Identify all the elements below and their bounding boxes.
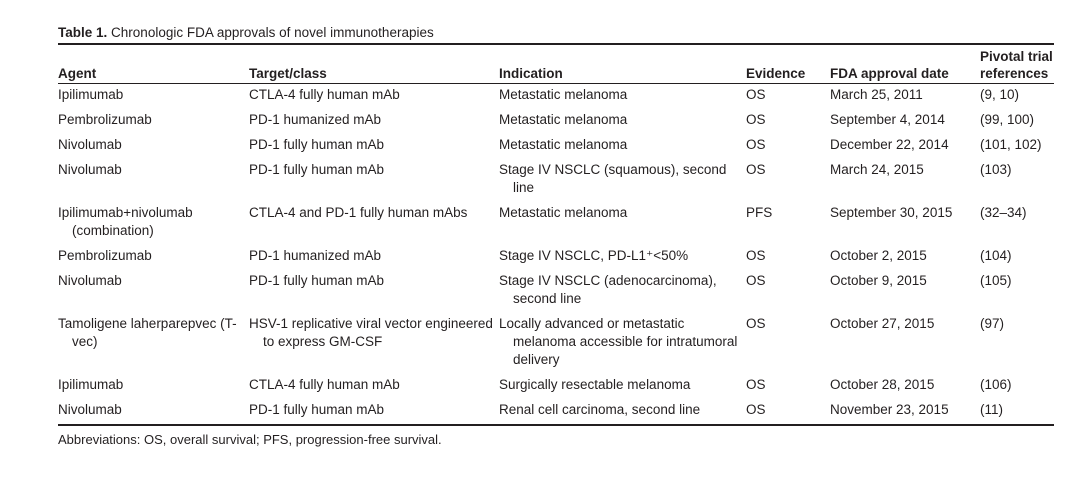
cell-fda-approval-date: [830, 202, 980, 245]
table-row: [58, 399, 1054, 424]
cell-evidence-text: OS: [746, 273, 766, 288]
cell-agent: [58, 270, 249, 313]
cell-indication-text: Stage IV NSCLC, PD-L1⁺<50%: [499, 248, 689, 263]
cell-references-text: (103): [980, 162, 1012, 177]
cell-fda-approval-date-text: September 30, 2015: [830, 205, 953, 220]
cell-indication-text: Locally advanced or metastatic melanoma accessible for intratumoral delivery: [499, 316, 738, 367]
cell-target-class-text: CTLA-4 fully human mAb: [249, 377, 400, 392]
cell-target-class: [249, 109, 499, 134]
cell-target-class-text: CTLA-4 fully human mAb: [249, 87, 400, 102]
cell-fda-approval-date-text: October 9, 2015: [830, 273, 927, 288]
cell-references: [980, 399, 1054, 424]
cell-agent-text: Nivolumab: [58, 273, 122, 288]
cell-fda-approval-date-text: October 27, 2015: [830, 316, 935, 331]
cell-agent: [58, 109, 249, 134]
cell-target-class: [249, 134, 499, 159]
table-row: [58, 159, 1054, 202]
cell-evidence: [746, 270, 830, 313]
cell-fda-approval-date: [830, 374, 980, 399]
cell-agent: [58, 374, 249, 399]
cell-agent-text: Pembrolizumab: [58, 112, 152, 127]
cell-target-class-text: PD-1 fully human mAb: [249, 162, 385, 177]
cell-indication-text: Metastatic melanoma: [499, 112, 628, 127]
cell-indication: [499, 270, 746, 313]
cell-agent-text: Nivolumab: [58, 162, 122, 177]
cell-target-class: [249, 270, 499, 313]
cell-target-class: [249, 159, 499, 202]
cell-evidence-text: OS: [746, 162, 766, 177]
cell-agent-text: Nivolumab: [58, 402, 122, 417]
cell-references-text: (32–34): [980, 205, 1027, 220]
cell-evidence-text: OS: [746, 248, 766, 263]
cell-evidence-text: OS: [746, 316, 766, 331]
approvals-table: [58, 45, 1054, 424]
header-row: [58, 45, 1054, 84]
cell-target-class: [249, 245, 499, 270]
cell-evidence-text: OS: [746, 112, 766, 127]
cell-target-class: [249, 84, 499, 110]
cell-agent: [58, 313, 249, 374]
cell-indication: [499, 134, 746, 159]
table-row: [58, 270, 1054, 313]
table-body: [58, 84, 1054, 425]
cell-agent-text: Pembrolizumab: [58, 248, 152, 263]
cell-indication: [499, 84, 746, 110]
cell-target-class-text: PD-1 humanized mAb: [249, 112, 382, 127]
cell-agent: [58, 245, 249, 270]
cell-fda-approval-date-text: September 4, 2014: [830, 112, 945, 127]
cell-agent: [58, 399, 249, 424]
cell-evidence-text: PFS: [746, 205, 773, 220]
cell-indication: [499, 374, 746, 399]
cell-references-text: (9, 10): [980, 87, 1020, 102]
cell-fda-approval-date-text: November 23, 2015: [830, 402, 949, 417]
cell-target-class-text: PD-1 fully human mAb: [249, 402, 385, 417]
cell-evidence: [746, 374, 830, 399]
cell-agent: [58, 84, 249, 110]
table-row: [58, 202, 1054, 245]
cell-evidence-text: OS: [746, 402, 766, 417]
cell-agent: [58, 159, 249, 202]
cell-fda-approval-date: [830, 84, 980, 110]
table-row: [58, 109, 1054, 134]
cell-indication: [499, 399, 746, 424]
header-pivotal-trial-references: Pivotal trial references: [980, 49, 1053, 81]
cell-references-text: (99, 100): [980, 112, 1035, 127]
cell-references: [980, 109, 1054, 134]
header-target-class: Target/class: [249, 66, 327, 81]
cell-evidence-text: OS: [746, 137, 766, 152]
cell-evidence: [746, 399, 830, 424]
cell-fda-approval-date-text: March 24, 2015: [830, 162, 924, 177]
cell-indication: [499, 202, 746, 245]
cell-target-class: [249, 313, 499, 374]
cell-target-class: [249, 202, 499, 245]
cell-fda-approval-date: [830, 134, 980, 159]
cell-fda-approval-date: [830, 399, 980, 424]
cell-fda-approval-date-text: March 25, 2011: [830, 87, 923, 102]
cell-indication: [499, 159, 746, 202]
cell-references: [980, 313, 1054, 374]
cell-evidence-text: OS: [746, 377, 766, 392]
cell-references-text: (11): [980, 402, 1004, 417]
cell-evidence: [746, 109, 830, 134]
cell-evidence: [746, 134, 830, 159]
table-footnote: Abbreviations: OS, overall survival; PFS, progression-free survival.: [58, 432, 442, 447]
header-evidence: Evidence: [746, 66, 806, 81]
cell-references-text: (104): [980, 248, 1012, 263]
cell-references: [980, 134, 1054, 159]
cell-target-class: [249, 374, 499, 399]
cell-target-class-text: HSV-1 replicative viral vector engineered to express GM-CSF: [249, 316, 493, 349]
header-agent: Agent: [58, 66, 97, 81]
cell-references: [980, 270, 1054, 313]
cell-indication-text: Renal cell carcinoma, second line: [499, 402, 701, 417]
cell-evidence: [746, 84, 830, 110]
table-row: [58, 313, 1054, 374]
cell-evidence: [746, 245, 830, 270]
cell-fda-approval-date-text: October 2, 2015: [830, 248, 927, 263]
cell-indication-text: Metastatic melanoma: [499, 137, 628, 152]
cell-indication: [499, 109, 746, 134]
cell-target-class-text: CTLA-4 and PD-1 fully human mAbs: [249, 205, 468, 220]
cell-agent-text: Nivolumab: [58, 137, 122, 152]
cell-indication-text: Stage IV NSCLC (squamous), second line: [499, 162, 727, 195]
cell-fda-approval-date: [830, 159, 980, 202]
table-row: [58, 134, 1054, 159]
table-caption-label: Table 1.: [58, 25, 108, 40]
table-row: [58, 374, 1054, 399]
cell-references: [980, 159, 1054, 202]
cell-indication-text: Metastatic melanoma: [499, 87, 628, 102]
table-container: [58, 24, 1054, 449]
cell-references-text: (101, 102): [980, 137, 1042, 152]
cell-fda-approval-date: [830, 245, 980, 270]
cell-agent-text: Tamoligene laherparepvec (T-vec): [58, 316, 237, 349]
table-row: [58, 84, 1054, 110]
cell-indication-text: Metastatic melanoma: [499, 205, 628, 220]
cell-agent: [58, 134, 249, 159]
cell-agent-text: Ipilimumab: [58, 87, 124, 102]
cell-target-class: [249, 399, 499, 424]
cell-fda-approval-date: [830, 270, 980, 313]
cell-fda-approval-date: [830, 313, 980, 374]
cell-indication: [499, 313, 746, 374]
cell-evidence: [746, 202, 830, 245]
cell-indication-text: Stage IV NSCLC (adenocarcinoma), second line: [499, 273, 717, 306]
cell-agent: [58, 202, 249, 245]
cell-references: [980, 84, 1054, 110]
cell-references: [980, 245, 1054, 270]
table-row: [58, 245, 1054, 270]
cell-target-class-text: PD-1 fully human mAb: [249, 137, 385, 152]
cell-references-text: (105): [980, 273, 1012, 288]
cell-fda-approval-date-text: December 22, 2014: [830, 137, 949, 152]
cell-agent-text: Ipilimumab: [58, 377, 124, 392]
cell-evidence-text: OS: [746, 87, 766, 102]
cell-fda-approval-date-text: October 28, 2015: [830, 377, 935, 392]
header-indication: Indication: [499, 66, 563, 81]
cell-fda-approval-date: [830, 109, 980, 134]
cell-references-text: (97): [980, 316, 1005, 331]
cell-target-class-text: PD-1 fully human mAb: [249, 273, 385, 288]
cell-references: [980, 374, 1054, 399]
table-caption-text: Chronologic FDA approvals of novel immunotherapies: [111, 25, 434, 40]
cell-indication: [499, 245, 746, 270]
cell-references: [980, 202, 1054, 245]
table-caption: [58, 24, 1054, 43]
cell-evidence: [746, 159, 830, 202]
cell-target-class-text: PD-1 humanized mAb: [249, 248, 382, 263]
cell-evidence: [746, 313, 830, 374]
cell-references-text: (106): [980, 377, 1012, 392]
cell-indication-text: Surgically resectable melanoma: [499, 377, 691, 392]
cell-agent-text: Ipilimumab+nivolumab (combination): [58, 205, 193, 238]
header-fda-approval-date: FDA approval date: [830, 66, 949, 81]
